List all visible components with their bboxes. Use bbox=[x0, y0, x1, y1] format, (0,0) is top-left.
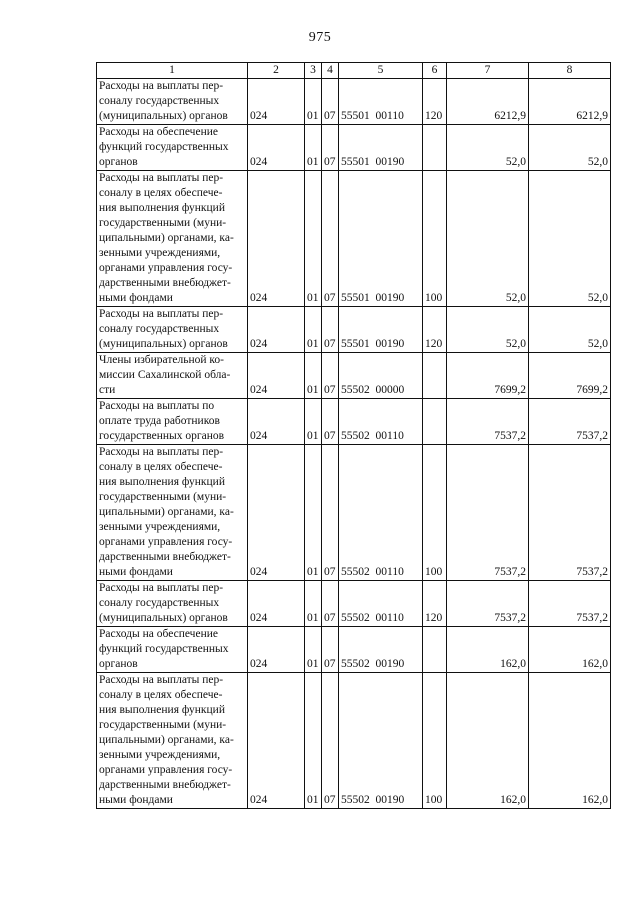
row-expense-type: 120 bbox=[423, 581, 447, 627]
row-expense-type: 120 bbox=[423, 79, 447, 125]
row-name: Расходы на выплаты пер- соналу государственных (муниципальных) органов bbox=[97, 79, 248, 125]
row-name: Расходы на обеспечение функций государственных органов bbox=[97, 125, 248, 171]
row-amount-col8: 52,0 bbox=[529, 125, 611, 171]
header-col-6: 6 bbox=[423, 63, 447, 79]
row-amount-col8: 7537,2 bbox=[529, 581, 611, 627]
row-ministry-code: 024 bbox=[248, 171, 305, 307]
row-section: 01 bbox=[305, 581, 322, 627]
row-amount-col7: 52,0 bbox=[447, 171, 529, 307]
row-name: Расходы на выплаты пер- соналу в целях обеспече- ния выполнения функций государственными (муни- ципальными) органами, ка- зенными учреждениями, органами управления госу- дарственными внебюджет- ными фондами bbox=[97, 673, 248, 809]
row-amount-col7: 162,0 bbox=[447, 673, 529, 809]
page-number: 975 bbox=[308, 30, 332, 45]
row-target-article: 55502 00110 bbox=[339, 581, 423, 627]
row-ministry-code: 024 bbox=[248, 399, 305, 445]
row-name: Расходы на выплаты пер- соналу в целях обеспече- ния выполнения функций государственными (муни- ципальными) органами, ка- зенными учреждениями, органами управления госу- дарственными внебюджет- ными фондами bbox=[97, 445, 248, 581]
row-expense-type bbox=[423, 353, 447, 399]
row-ministry-code: 024 bbox=[248, 581, 305, 627]
row-ministry-code: 024 bbox=[248, 79, 305, 125]
row-subsection: 07 bbox=[322, 673, 339, 809]
row-amount-col7: 7537,2 bbox=[447, 445, 529, 581]
row-amount-col8: 7537,2 bbox=[529, 399, 611, 445]
row-section: 01 bbox=[305, 79, 322, 125]
row-expense-type bbox=[423, 125, 447, 171]
row-expense-type bbox=[423, 399, 447, 445]
row-subsection: 07 bbox=[322, 307, 339, 353]
row-ministry-code: 024 bbox=[248, 445, 305, 581]
row-target-article: 55502 00000 bbox=[339, 353, 423, 399]
row-amount-col8: 52,0 bbox=[529, 307, 611, 353]
row-ministry-code: 024 bbox=[248, 627, 305, 673]
row-name: Расходы на обеспечение функций государственных органов bbox=[97, 627, 248, 673]
header-col-2: 2 bbox=[248, 63, 305, 79]
row-amount-col7: 52,0 bbox=[447, 125, 529, 171]
row-ministry-code: 024 bbox=[248, 353, 305, 399]
header-col-4: 4 bbox=[322, 63, 339, 79]
row-section: 01 bbox=[305, 353, 322, 399]
budget-table bbox=[96, 62, 611, 809]
row-expense-type: 100 bbox=[423, 445, 447, 581]
row-target-article: 55502 00110 bbox=[339, 399, 423, 445]
row-target-article: 55502 00110 bbox=[339, 445, 423, 581]
row-subsection: 07 bbox=[322, 353, 339, 399]
table-row bbox=[97, 399, 611, 445]
row-amount-col7: 162,0 bbox=[447, 627, 529, 673]
row-name: Расходы на выплаты по оплате труда работников государственных органов bbox=[97, 399, 248, 445]
header-row bbox=[97, 63, 611, 79]
row-amount-col8: 52,0 bbox=[529, 171, 611, 307]
row-section: 01 bbox=[305, 445, 322, 581]
table-row bbox=[97, 125, 611, 171]
table-row bbox=[97, 307, 611, 353]
row-amount-col8: 6212,9 bbox=[529, 79, 611, 125]
table-row bbox=[97, 171, 611, 307]
row-amount-col7: 7537,2 bbox=[447, 399, 529, 445]
row-expense-type: 100 bbox=[423, 673, 447, 809]
row-subsection: 07 bbox=[322, 399, 339, 445]
row-amount-col7: 7537,2 bbox=[447, 581, 529, 627]
row-target-article: 55501 00190 bbox=[339, 125, 423, 171]
row-expense-type: 100 bbox=[423, 171, 447, 307]
row-subsection: 07 bbox=[322, 445, 339, 581]
table-row bbox=[97, 353, 611, 399]
row-section: 01 bbox=[305, 627, 322, 673]
row-target-article: 55502 00190 bbox=[339, 673, 423, 809]
header-col-3: 3 bbox=[305, 63, 322, 79]
table-row bbox=[97, 581, 611, 627]
row-ministry-code: 024 bbox=[248, 307, 305, 353]
row-name: Расходы на выплаты пер- соналу государственных (муниципальных) органов bbox=[97, 307, 248, 353]
row-subsection: 07 bbox=[322, 627, 339, 673]
table-row bbox=[97, 673, 611, 809]
table-row bbox=[97, 627, 611, 673]
row-target-article: 55501 00110 bbox=[339, 79, 423, 125]
row-subsection: 07 bbox=[322, 581, 339, 627]
header-col-5: 5 bbox=[339, 63, 423, 79]
row-section: 01 bbox=[305, 171, 322, 307]
row-section: 01 bbox=[305, 673, 322, 809]
table-row bbox=[97, 445, 611, 581]
row-expense-type bbox=[423, 627, 447, 673]
row-subsection: 07 bbox=[322, 171, 339, 307]
row-name: Расходы на выплаты пер- соналу в целях обеспече- ния выполнения функций государственными (муни- ципальными) органами, ка- зенными учреждениями, органами управления госу- дарственными внебюджет- ными фондами bbox=[97, 171, 248, 307]
row-section: 01 bbox=[305, 125, 322, 171]
row-amount-col8: 7699,2 bbox=[529, 353, 611, 399]
row-section: 01 bbox=[305, 399, 322, 445]
header-col-1: 1 bbox=[97, 63, 248, 79]
table-row bbox=[97, 79, 611, 125]
row-amount-col8: 162,0 bbox=[529, 673, 611, 809]
row-name: Расходы на выплаты пер- соналу государственных (муниципальных) органов bbox=[97, 581, 248, 627]
row-target-article: 55501 00190 bbox=[339, 171, 423, 307]
row-ministry-code: 024 bbox=[248, 125, 305, 171]
row-expense-type: 120 bbox=[423, 307, 447, 353]
row-amount-col7: 6212,9 bbox=[447, 79, 529, 125]
header-col-8: 8 bbox=[529, 63, 611, 79]
row-target-article: 55501 00190 bbox=[339, 307, 423, 353]
header-col-7: 7 bbox=[447, 63, 529, 79]
row-amount-col7: 7699,2 bbox=[447, 353, 529, 399]
row-ministry-code: 024 bbox=[248, 673, 305, 809]
row-amount-col7: 52,0 bbox=[447, 307, 529, 353]
row-amount-col8: 162,0 bbox=[529, 627, 611, 673]
row-section: 01 bbox=[305, 307, 322, 353]
row-subsection: 07 bbox=[322, 79, 339, 125]
row-target-article: 55502 00190 bbox=[339, 627, 423, 673]
row-subsection: 07 bbox=[322, 125, 339, 171]
row-amount-col8: 7537,2 bbox=[529, 445, 611, 581]
row-name: Члены избирательной ко- миссии Сахалинской обла- сти bbox=[97, 353, 248, 399]
